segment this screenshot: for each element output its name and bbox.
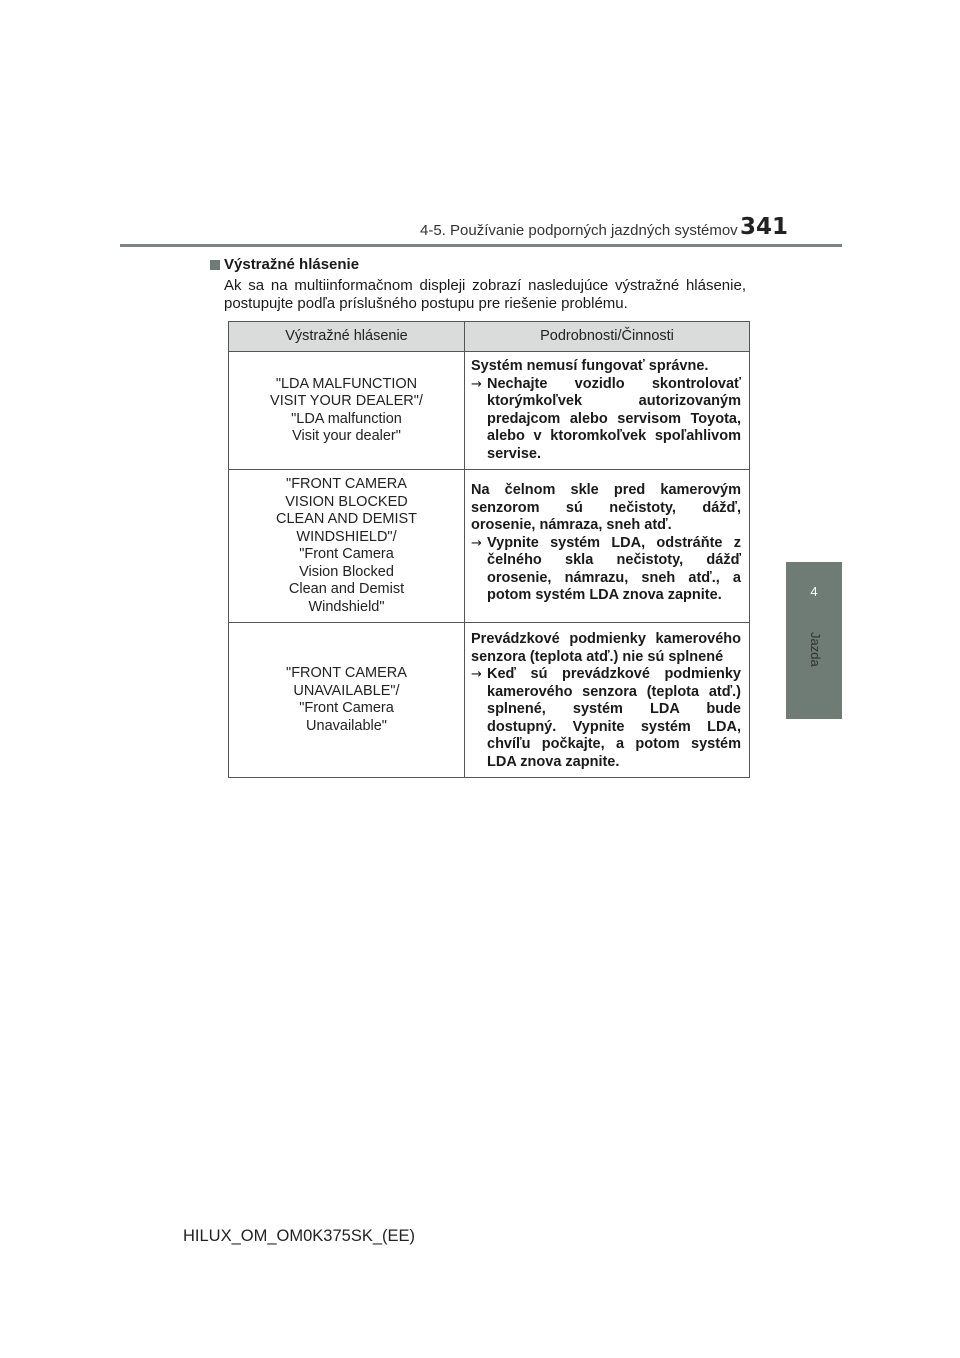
chapter-title: 4-5. Používanie podporných jazdných systémov (420, 222, 738, 239)
header-divider (120, 244, 842, 247)
column-header-message: Výstražné hlásenie (229, 322, 465, 352)
warning-table (228, 321, 750, 778)
chapter-tab-label: Jazda (808, 632, 823, 667)
page-number: 341 (740, 214, 789, 240)
details-cell (465, 352, 750, 470)
square-bullet-icon (210, 260, 220, 270)
warning-message-cell (229, 623, 465, 778)
arrow-right-icon: → (471, 667, 482, 682)
table-row (229, 352, 750, 470)
section-heading (210, 256, 750, 273)
warning-message-line: Visit your dealer" (292, 428, 401, 444)
chapter-tab-number: 4 (810, 584, 818, 599)
warning-message-cell (229, 352, 465, 470)
details-action (471, 376, 741, 464)
warning-message-cell (229, 470, 465, 623)
details-action-text: Keď sú prevádzkové podmienky kamerového senzora (teplota atď.) splnené, systém LDA bude dostupný. Vypnite systém LDA, chvíľu počkajte, a potom systém LDA znova zapnite. (487, 666, 741, 770)
arrow-right-icon: → (471, 376, 482, 392)
section-intro: Ak sa na multiinformačnom displeji zobrazí nasledujúce výstražné hlásenie, postupujte podľa príslušného postupu pre riešenie problému. (224, 277, 746, 312)
details-action (471, 666, 741, 771)
details-cell (465, 470, 750, 623)
warning-message-line: Windshield" (308, 598, 385, 615)
details-action-text: Vypnite systém LDA, odstráňte z čelného skla nečistoty, dážď orosenie, námrazu, sneh atď., a potom systém LDA znova zapnite. (487, 534, 741, 603)
warning-message-line: "LDA MALFUNCTION (275, 375, 418, 392)
details-description: Na čelnom skle pred kamerovým senzorom sú nečistoty, dážď, orosenie, námraza, sneh atď. (471, 482, 741, 533)
warning-message-line: "FRONT CAMERA (286, 665, 407, 681)
details-action (471, 535, 741, 605)
warning-message-line: Clean and Demist (288, 581, 405, 597)
details-cell (465, 623, 750, 778)
warning-message-line: Vision Blocked (299, 563, 394, 580)
warning-message-line: "FRONT CAMERA (286, 476, 407, 492)
warning-message-line: VISION BLOCKED (285, 493, 408, 510)
warning-message-line: WINDSHIELD"/ (296, 528, 397, 545)
details-description: Systém nemusí fungovať správne. (471, 358, 709, 374)
details-action-text: Nechajte vozidlo skontrolovať ktorýmkoľvek autorizovaným predajcom alebo servisom Toyota, alebo v ktoromkoľvek spoľahlivom servise. (487, 375, 741, 462)
warning-section (210, 256, 750, 313)
table-header-row (229, 322, 750, 352)
warning-message-line: Unavailable" (306, 717, 387, 734)
table-row (229, 623, 750, 778)
warning-message-line: "LDA malfunction (291, 410, 402, 427)
warning-message-line: VISIT YOUR DEALER"/ (270, 393, 423, 409)
arrow-right-icon: → (471, 535, 482, 551)
details-description: Prevádzkové podmienky kamerového senzora (teplota atď.) nie sú splnené (471, 631, 741, 665)
warning-message-line: "Front Camera (299, 546, 394, 562)
document-code: HILUX_OM_OM0K375SK_(EE) (183, 1227, 416, 1245)
section-heading-text: Výstražné hlásenie (224, 256, 360, 273)
warning-message-line: UNAVAILABLE"/ (293, 682, 400, 699)
table-row (229, 470, 750, 623)
warning-message-line: "Front Camera (299, 700, 394, 716)
column-header-details: Podrobnosti/Činnosti (465, 322, 750, 352)
warning-message-line: CLEAN AND DEMIST (276, 511, 417, 527)
